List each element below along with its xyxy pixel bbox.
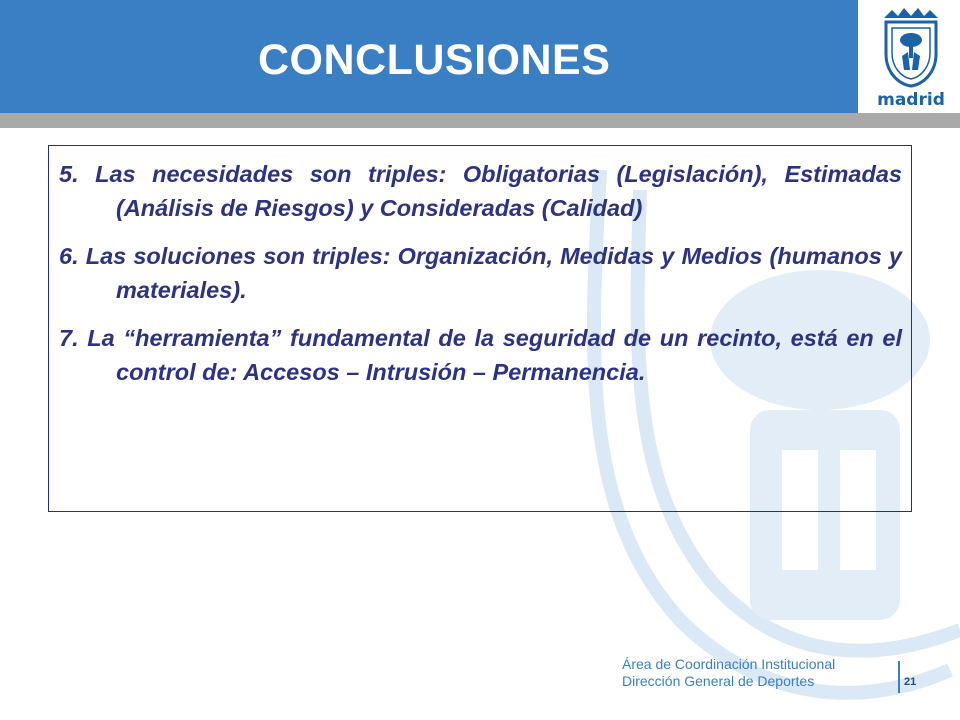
footer-department — [622, 656, 835, 690]
madrid-crest-icon — [862, 0, 960, 90]
list-item — [59, 239, 902, 307]
footer-line-2: Dirección General de Deportes — [622, 673, 815, 689]
header-band — [0, 0, 858, 113]
madrid-logo — [862, 0, 960, 113]
footer-line-1: Área de Coordinación Institucional — [622, 656, 836, 672]
list-item — [59, 157, 902, 225]
page-title: CONCLUSIONES — [258, 36, 611, 84]
item-number: 6. — [59, 243, 79, 269]
item-text: Las necesidades son triples: Obligatorias (Legislación), Estimadas (Análisis de Riesgos) y Consideradas (Calidad) — [95, 161, 902, 221]
footer-divider — [898, 661, 900, 693]
page-number: 21 — [904, 676, 917, 688]
conclusions-list — [49, 146, 911, 389]
item-number: 5. — [59, 161, 79, 187]
item-number: 7. — [59, 325, 79, 351]
item-text: La “herramienta” fundamental de la seguridad de un recinto, está en el control de: Accesos – Intrusión – Permanencia. — [87, 325, 902, 385]
list-item — [59, 321, 902, 389]
logo-text: madrid — [877, 90, 945, 110]
header-strip — [0, 113, 960, 128]
conclusions-box — [48, 145, 912, 512]
item-text: Las soluciones son triples: Organización, Medidas y Medios (humanos y materiales). — [85, 243, 902, 303]
